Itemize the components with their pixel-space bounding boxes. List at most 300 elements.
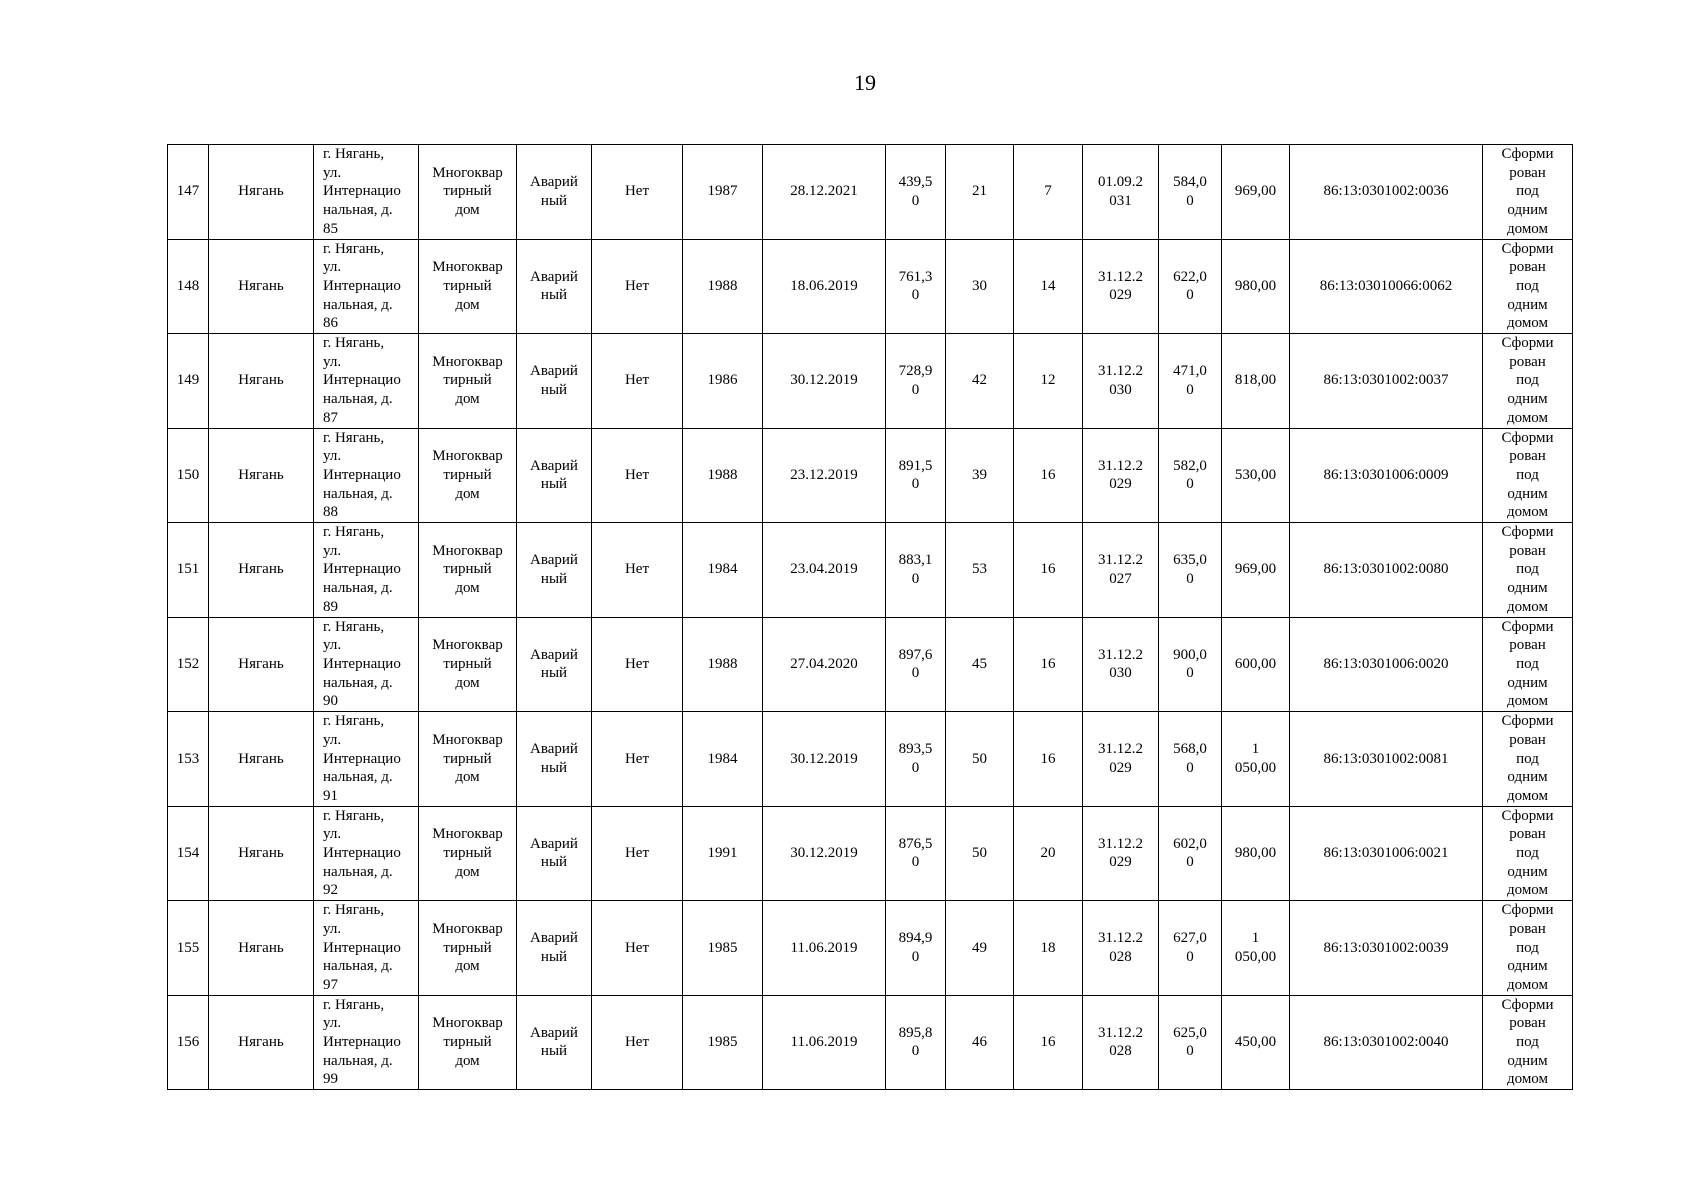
area-cell (886, 806, 946, 901)
cell-line: Аварий (530, 646, 578, 663)
address-cell (314, 617, 419, 712)
land-area-cell (1159, 334, 1222, 429)
cell-line: 980,00 (1234, 845, 1277, 862)
cell-line: г. Нягань, (323, 902, 385, 919)
cell-line: нальная, д. (323, 863, 393, 880)
cell-line: 42 (972, 372, 987, 389)
cell-line: 155 (176, 939, 200, 956)
cell-line: дом (455, 391, 480, 408)
cell-line: 86:13:03010066:0062 (1319, 277, 1453, 294)
cost-cell (1222, 901, 1290, 996)
cell-line: 0 (911, 476, 920, 493)
cell-line: 153 (176, 750, 200, 767)
deadline-cell (1083, 428, 1159, 523)
flag-cell (592, 901, 683, 996)
table-row (168, 806, 1573, 901)
cell-line: Нягань (238, 1034, 284, 1051)
cell-line: 582,0 (1173, 457, 1207, 474)
condition-cell (517, 523, 592, 618)
cell-line: 53 (972, 561, 987, 578)
building-type-cell (419, 523, 517, 618)
cell-line: 20 (1040, 845, 1056, 862)
condition-cell (517, 806, 592, 901)
land-area-cell (1159, 617, 1222, 712)
cell-line: ул. (323, 1015, 342, 1032)
cell-line: 030 (1109, 665, 1132, 682)
condition-cell (517, 145, 592, 240)
cell-line: ный (540, 287, 568, 304)
cell-line: Многоквар (432, 542, 503, 559)
cell-line: 969,00 (1234, 183, 1277, 200)
cell-line: Нягань (238, 939, 284, 956)
cell-line: 0 (911, 1043, 920, 1060)
cell-line: Нягань (238, 372, 284, 389)
cadastral-number-cell (1290, 901, 1483, 996)
cell-line: 0 (911, 948, 920, 965)
area-cell (886, 617, 946, 712)
cell-line: Интернацио (323, 939, 401, 956)
decision-date-cell (763, 239, 886, 334)
building-type-cell (419, 806, 517, 901)
area-cell (886, 523, 946, 618)
cell-line: рован (1509, 259, 1546, 276)
units-cell (1014, 617, 1083, 712)
building-type-cell (419, 334, 517, 429)
cell-line: 050,00 (1234, 759, 1277, 776)
cell-line: тирный (443, 277, 492, 294)
cell-line: 16 (1040, 466, 1056, 483)
cell-line: 900,0 (1173, 646, 1207, 663)
cell-line: 625,0 (1173, 1024, 1207, 1041)
cell-line: тирный (443, 845, 492, 862)
address-cell (314, 806, 419, 901)
row-number-cell (168, 995, 209, 1090)
cell-line: г. Нягань, (323, 618, 385, 635)
row-number-cell (168, 712, 209, 807)
cell-line: одним (1507, 863, 1548, 880)
note-cell (1483, 617, 1573, 712)
cell-line: тирный (443, 1034, 492, 1051)
land-area-cell (1159, 995, 1222, 1090)
cell-line: 01.09.2 (1098, 174, 1143, 191)
cell-line: 86:13:0301002:0037 (1323, 372, 1449, 389)
cell-line: под (1516, 939, 1539, 956)
build-year-cell (683, 239, 763, 334)
cell-line: 16 (1040, 1034, 1056, 1051)
cell-line: ный (540, 854, 568, 871)
cadastral-number-cell (1290, 428, 1483, 523)
cell-line: дом (455, 580, 480, 597)
flag-cell (592, 334, 683, 429)
condition-cell (517, 617, 592, 712)
cell-line: тирный (443, 561, 492, 578)
cell-line: 31.12.2 (1098, 1024, 1143, 1041)
cell-line: дом (455, 958, 480, 975)
cell-line: 627,0 (1173, 930, 1207, 947)
cell-line: тирный (443, 466, 492, 483)
building-type-cell (419, 995, 517, 1090)
cell-line: под (1516, 845, 1539, 862)
city-cell (209, 995, 314, 1090)
deadline-cell (1083, 617, 1159, 712)
cell-line: 876,5 (898, 835, 933, 852)
cell-line: Интернацио (323, 277, 401, 294)
deadline-cell (1083, 239, 1159, 334)
cell-line: 439,5 (898, 174, 933, 191)
cell-line: ул. (323, 542, 342, 559)
cadastral-number-cell (1290, 145, 1483, 240)
address-cell (314, 334, 419, 429)
cell-line: Аварий (530, 741, 578, 758)
cell-line: ул. (323, 353, 342, 370)
cell-line: Многоквар (432, 637, 503, 654)
address-cell (314, 428, 419, 523)
deadline-cell (1083, 334, 1159, 429)
cell-line: одним (1507, 1052, 1548, 1069)
city-cell (209, 239, 314, 334)
city-cell (209, 334, 314, 429)
cell-line: Нет (624, 845, 650, 862)
cell-line: Аварий (530, 552, 578, 569)
cell-line: 0 (911, 570, 920, 587)
cell-line: дом (455, 202, 480, 219)
decision-date-cell (763, 712, 886, 807)
city-cell (209, 806, 314, 901)
cell-line: Многоквар (432, 1015, 503, 1032)
cell-line: домом (1506, 693, 1549, 710)
deadline-cell (1083, 712, 1159, 807)
decision-date-cell (763, 806, 886, 901)
flag-cell (592, 428, 683, 523)
cell-line: 0 (1186, 192, 1194, 209)
cell-line: 49 (972, 939, 987, 956)
area-cell (886, 239, 946, 334)
cell-line: 635,0 (1173, 552, 1207, 569)
cell-line: ный (540, 476, 568, 493)
cost-cell (1222, 806, 1290, 901)
cell-line: домом (1506, 1071, 1549, 1088)
cell-line: ул. (323, 637, 342, 654)
cell-line: 0 (911, 381, 920, 398)
cell-line: г. Нягань, (323, 146, 385, 162)
cell-line: 1984 (707, 561, 738, 578)
row-number-cell (168, 334, 209, 429)
flag-cell (592, 239, 683, 334)
cell-line: ул. (323, 164, 342, 181)
cell-line: 1991 (707, 845, 738, 862)
cell-line: Многоквар (432, 448, 503, 465)
cell-line: 0 (1186, 759, 1194, 776)
cell-line: 029 (1109, 854, 1132, 871)
cell-line: 31.12.2 (1098, 268, 1143, 285)
cell-line: одним (1507, 391, 1548, 408)
cell-line: 7 (1044, 183, 1052, 200)
cell-line: г. Нягань, (323, 429, 385, 446)
cell-line: Интернацио (323, 845, 401, 862)
note-cell (1483, 145, 1573, 240)
cell-line: Аварий (530, 835, 578, 852)
cell-line: 151 (176, 561, 200, 578)
cell-line: 1988 (707, 466, 738, 483)
cell-line: тирный (443, 372, 492, 389)
area-cell (886, 145, 946, 240)
cell-line: 86:13:0301006:0020 (1323, 655, 1449, 672)
condition-cell (517, 995, 592, 1090)
cell-line: рован (1509, 920, 1546, 937)
cell-line: 602,0 (1173, 835, 1207, 852)
cell-line: г. Нягань, (323, 524, 385, 541)
land-area-cell (1159, 145, 1222, 240)
residents-cell (946, 995, 1014, 1090)
cell-line: домом (1506, 315, 1549, 332)
cell-line: 18 (1040, 939, 1056, 956)
build-year-cell (683, 523, 763, 618)
deadline-cell (1083, 901, 1159, 996)
cell-line: ул. (323, 920, 342, 937)
condition-cell (517, 712, 592, 807)
cell-line: г. Нягань, (323, 807, 385, 824)
land-area-cell (1159, 428, 1222, 523)
cell-line: 471,0 (1173, 363, 1207, 380)
note-cell (1483, 428, 1573, 523)
cell-line: 1987 (707, 183, 738, 200)
building-type-cell (419, 145, 517, 240)
units-cell (1014, 806, 1083, 901)
cell-line: одним (1507, 580, 1548, 597)
cell-line: г. Нягань, (323, 713, 385, 730)
cell-line: 897,6 (898, 646, 933, 663)
residents-cell (946, 617, 1014, 712)
cell-line: тирный (443, 183, 492, 200)
cell-line: домом (1506, 787, 1549, 804)
cell-line: Многоквар (432, 353, 503, 370)
building-type-cell (419, 712, 517, 807)
cell-line: Аварий (530, 363, 578, 380)
city-cell (209, 712, 314, 807)
cell-line: 031 (1109, 192, 1132, 209)
cell-line: Многоквар (432, 731, 503, 748)
cell-line: Нет (624, 183, 650, 200)
cell-line: дом (455, 674, 480, 691)
cost-cell (1222, 995, 1290, 1090)
cell-line: нальная, д. (323, 485, 393, 502)
cell-line: 30.12.2019 (790, 845, 858, 862)
residents-cell (946, 145, 1014, 240)
cell-line: дом (455, 863, 480, 880)
table-row (168, 334, 1573, 429)
cell-line: Нет (624, 655, 650, 672)
cell-line: под (1516, 750, 1539, 767)
cell-line: г. Нягань, (323, 996, 385, 1013)
cell-line: домом (1506, 220, 1549, 237)
cell-line: 45 (972, 655, 987, 672)
cell-line: Аварий (530, 1024, 578, 1041)
table-row (168, 901, 1573, 996)
cell-line: Нет (624, 750, 650, 767)
cell-line: 622,0 (1173, 268, 1207, 285)
row-number-cell (168, 806, 209, 901)
cell-line: Многоквар (432, 164, 503, 181)
cell-line: ный (540, 1043, 568, 1060)
cell-line: под (1516, 655, 1539, 672)
cell-line: 0 (1186, 287, 1194, 304)
cost-cell (1222, 617, 1290, 712)
cost-cell (1222, 145, 1290, 240)
cell-line: 149 (176, 372, 200, 389)
build-year-cell (683, 334, 763, 429)
cell-line: 152 (176, 655, 200, 672)
decision-date-cell (763, 334, 886, 429)
land-area-cell (1159, 523, 1222, 618)
cell-line: под (1516, 466, 1539, 483)
cell-line: 0 (911, 287, 920, 304)
decision-date-cell (763, 523, 886, 618)
land-area-cell (1159, 806, 1222, 901)
cell-line: 0 (1186, 476, 1194, 493)
table-row (168, 239, 1573, 334)
cell-line: Интернацио (323, 466, 401, 483)
cell-line: 029 (1109, 476, 1132, 493)
decision-date-cell (763, 145, 886, 240)
cell-line: Нет (624, 466, 650, 483)
residents-cell (946, 901, 1014, 996)
table-row (168, 145, 1573, 240)
row-number-cell (168, 523, 209, 618)
condition-cell (517, 901, 592, 996)
cell-line: 148 (176, 277, 200, 294)
deadline-cell (1083, 523, 1159, 618)
table-row (168, 523, 1573, 618)
cell-line: 0 (911, 854, 920, 871)
cell-line: домом (1506, 882, 1549, 899)
cell-line: одним (1507, 674, 1548, 691)
cell-line: ул. (323, 448, 342, 465)
cell-line: Сформи (1501, 240, 1554, 257)
cell-line: 1984 (707, 750, 738, 767)
cell-line: Многоквар (432, 826, 503, 843)
cell-line: 0 (1186, 381, 1194, 398)
cell-line: 16 (1040, 655, 1056, 672)
cell-line: 029 (1109, 759, 1132, 776)
build-year-cell (683, 617, 763, 712)
cell-line: Сформи (1501, 902, 1554, 919)
deadline-cell (1083, 806, 1159, 901)
cadastral-number-cell (1290, 523, 1483, 618)
cell-line: 16 (1040, 561, 1056, 578)
cell-line: Сформи (1501, 429, 1554, 446)
cell-line: Сформи (1501, 335, 1554, 352)
cell-line: 27.04.2020 (790, 655, 858, 672)
cell-line: 027 (1109, 570, 1132, 587)
cell-line: Нягань (238, 845, 284, 862)
cell-line: Сформи (1501, 807, 1554, 824)
page-number: 19 (854, 70, 876, 95)
cell-line: 86:13:0301006:0009 (1323, 466, 1449, 483)
note-cell (1483, 334, 1573, 429)
cell-line: 31.12.2 (1098, 930, 1143, 947)
cell-line: тирный (443, 655, 492, 672)
residents-cell (946, 712, 1014, 807)
cell-line: нальная, д. (323, 674, 393, 691)
cell-line: Нягань (238, 277, 284, 294)
building-type-cell (419, 428, 517, 523)
cell-line: 893,5 (898, 741, 933, 758)
cell-line: 894,9 (898, 930, 933, 947)
residents-cell (946, 428, 1014, 523)
cell-line: 12 (1040, 372, 1056, 389)
cell-line: 86:13:0301002:0080 (1323, 561, 1449, 578)
cost-cell (1222, 712, 1290, 807)
cell-line: 568,0 (1173, 741, 1207, 758)
cell-line: Нягань (238, 561, 284, 578)
cell-line: домом (1506, 409, 1549, 426)
row-number-cell (168, 428, 209, 523)
cell-line: 31.12.2 (1098, 457, 1143, 474)
cost-cell (1222, 239, 1290, 334)
residents-cell (946, 239, 1014, 334)
cadastral-number-cell (1290, 617, 1483, 712)
condition-cell (517, 239, 592, 334)
units-cell (1014, 523, 1083, 618)
cost-cell (1222, 428, 1290, 523)
decision-date-cell (763, 428, 886, 523)
cell-line: под (1516, 277, 1539, 294)
land-area-cell (1159, 712, 1222, 807)
cell-line: тирный (443, 939, 492, 956)
cell-line: 0 (1186, 665, 1194, 682)
units-cell (1014, 428, 1083, 523)
cell-line: 0 (911, 759, 920, 776)
cell-line: дом (455, 296, 480, 313)
cell-line: 584,0 (1173, 174, 1207, 191)
area-cell (886, 334, 946, 429)
residents-cell (946, 334, 1014, 429)
cell-line: 86 (323, 315, 338, 332)
table-row (168, 995, 1573, 1090)
cell-line: 23.04.2019 (790, 561, 858, 578)
cell-line: одним (1507, 769, 1548, 786)
cell-line: 21 (972, 183, 987, 200)
cell-line: 891,5 (898, 457, 933, 474)
cell-line: Сформи (1501, 618, 1554, 635)
cell-line: 883,1 (898, 552, 933, 569)
cell-line: 39 (972, 466, 987, 483)
cell-line: 1988 (707, 277, 738, 294)
building-type-cell (419, 617, 517, 712)
cell-line: дом (455, 769, 480, 786)
cell-line: 029 (1109, 287, 1132, 304)
cadastral-number-cell (1290, 806, 1483, 901)
cell-line: ный (540, 759, 568, 776)
city-cell (209, 617, 314, 712)
deadline-cell (1083, 995, 1159, 1090)
cell-line: одним (1507, 958, 1548, 975)
cell-line: 50 (972, 845, 987, 862)
cell-line: 50 (972, 750, 987, 767)
cell-line: 150 (176, 466, 200, 483)
cell-line: 99 (323, 1071, 338, 1088)
cell-line: 728,9 (898, 363, 933, 380)
cell-line: 31.12.2 (1098, 363, 1143, 380)
cell-line: 1 (1251, 930, 1260, 947)
units-cell (1014, 995, 1083, 1090)
cell-line: 530,00 (1234, 466, 1277, 483)
cell-line: Нягань (238, 655, 284, 672)
cell-line: одним (1507, 296, 1548, 313)
units-cell (1014, 334, 1083, 429)
decision-date-cell (763, 901, 886, 996)
note-cell (1483, 523, 1573, 618)
